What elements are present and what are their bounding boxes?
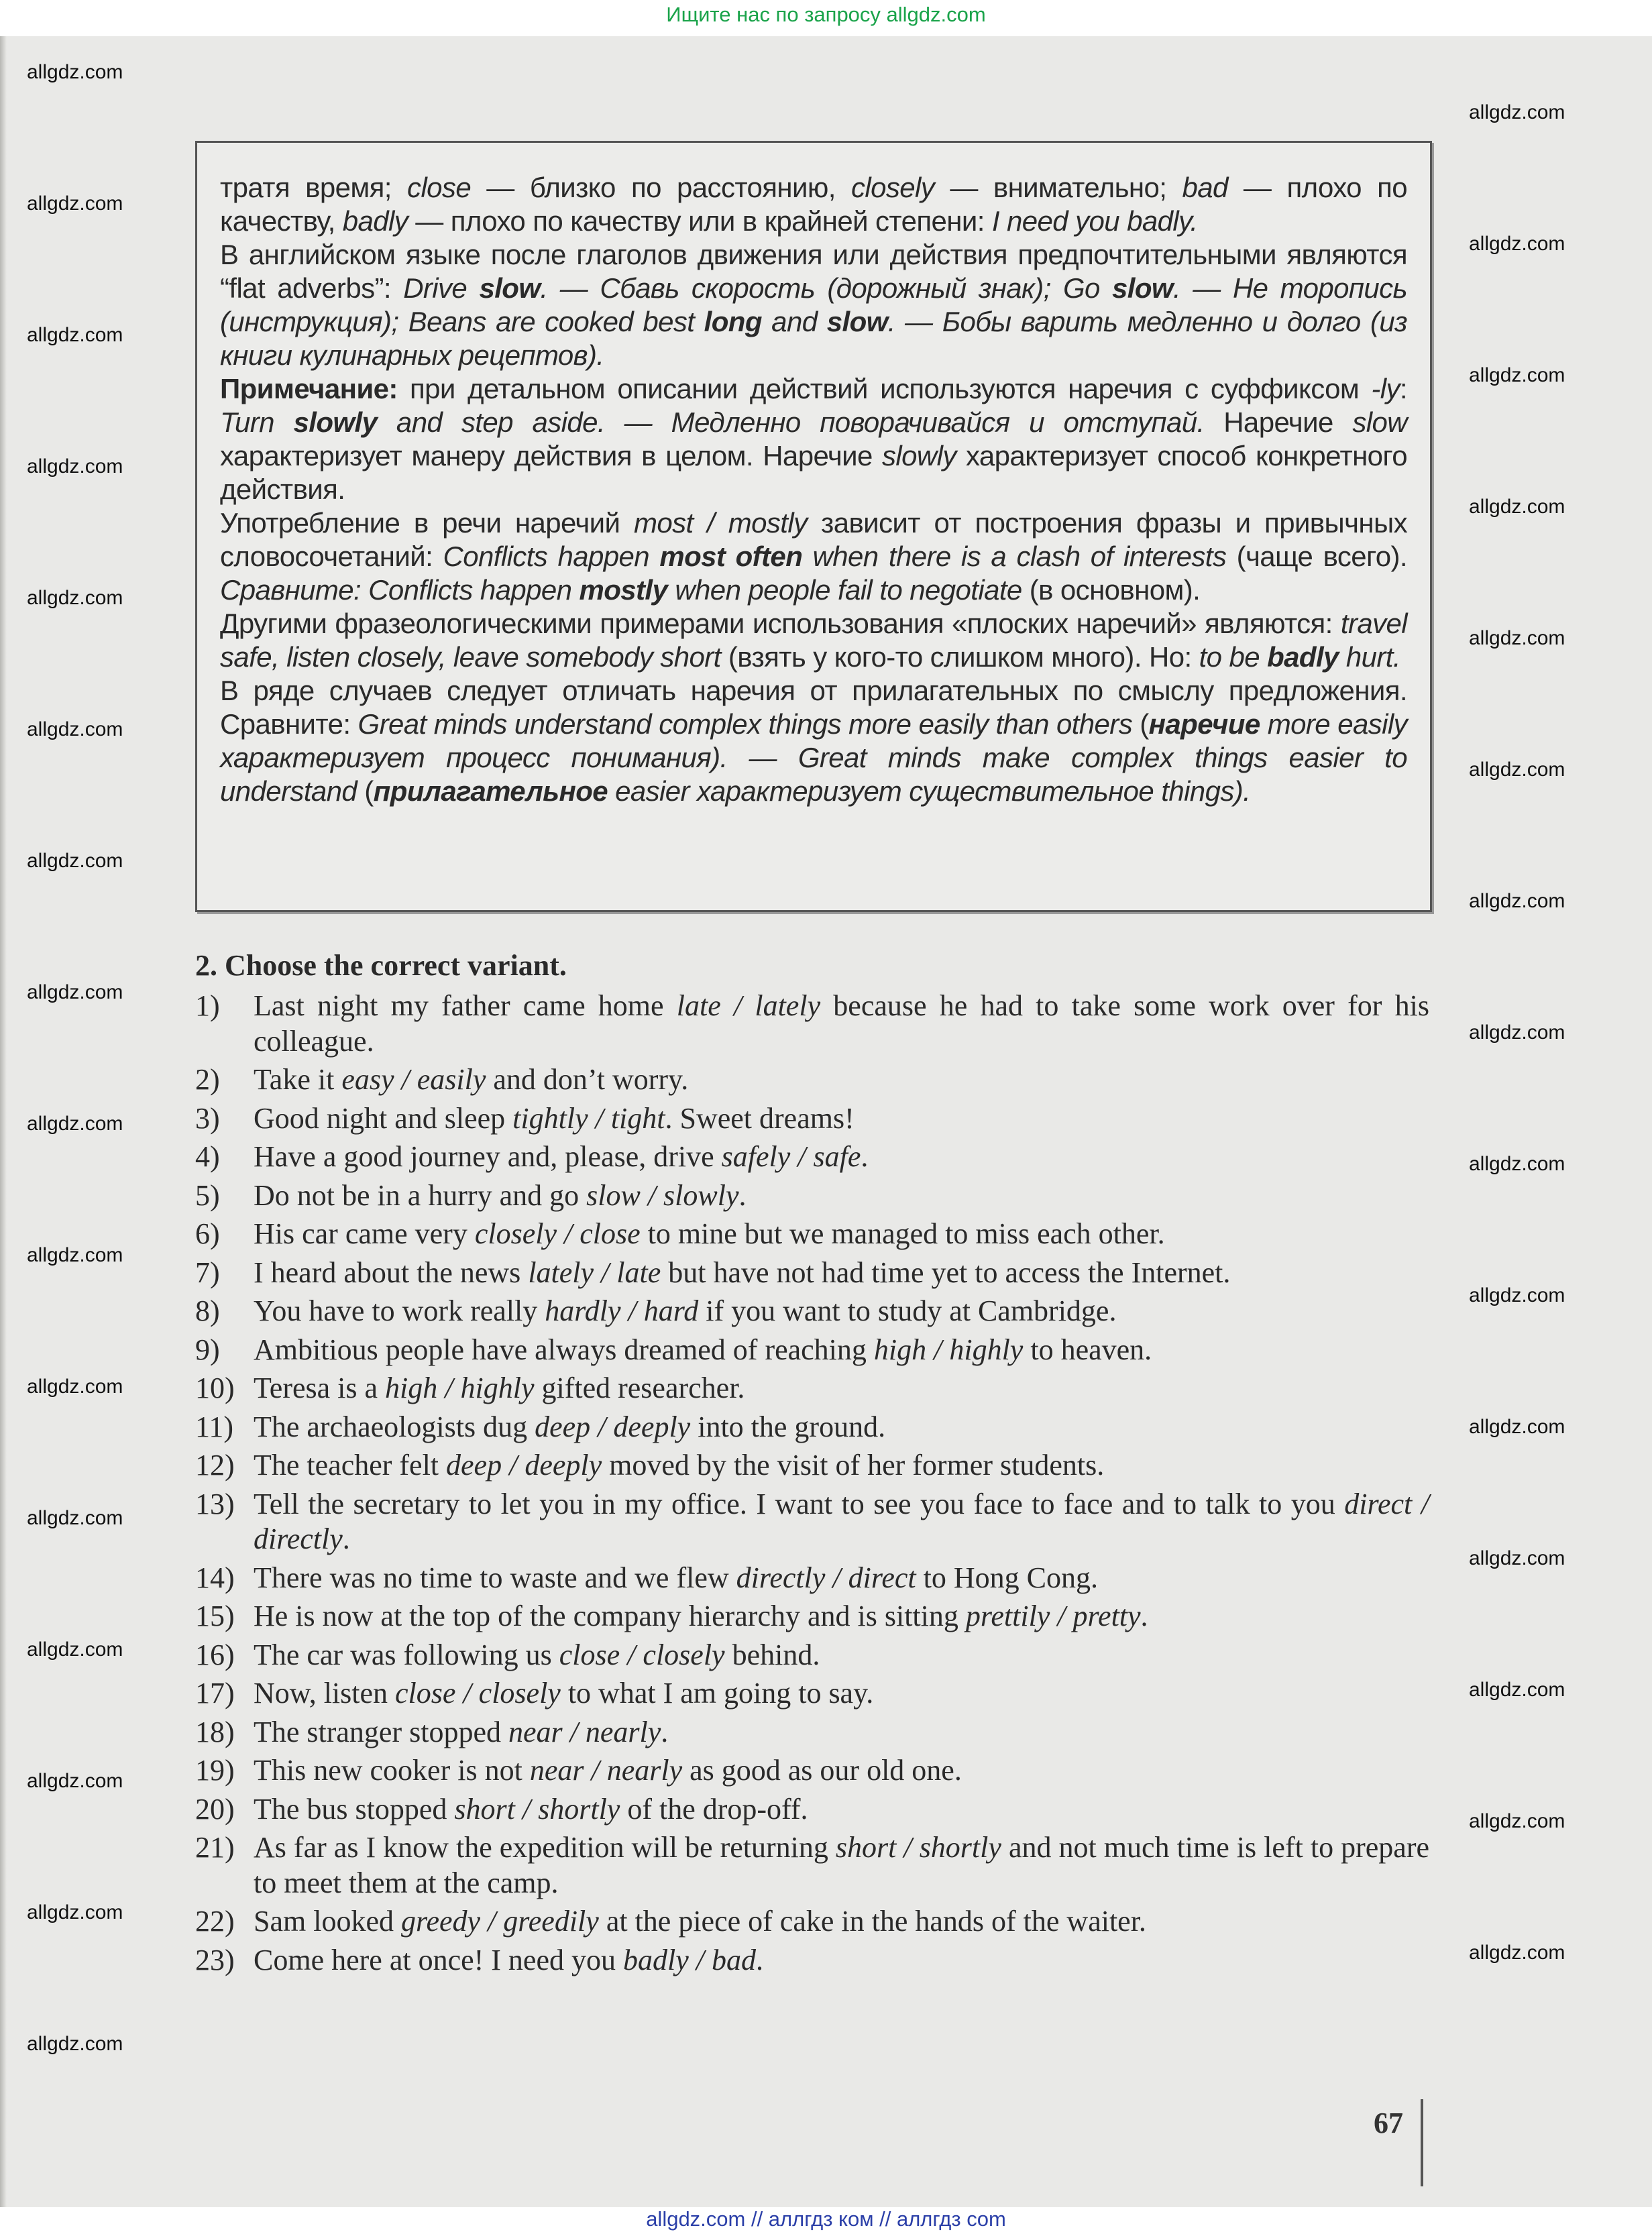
- exercise-item: [195, 1333, 1429, 1368]
- item-number: 18): [195, 1715, 235, 1748]
- item-options: tightly / tight: [512, 1101, 665, 1135]
- item-text: .: [342, 1522, 350, 1555]
- emphasis-text: when people fail to negotiate: [667, 574, 1022, 606]
- exercise-item: [195, 1410, 1429, 1445]
- item-text: but have not had time yet to access the Internet.: [661, 1255, 1231, 1289]
- watermark-link[interactable]: allgdz.com: [27, 850, 123, 872]
- exercise-item: [195, 1062, 1429, 1098]
- emphasis-text: прилагательное: [373, 775, 608, 807]
- emphasis-text: . — Сбавь скорость (дорожный знак); Go: [540, 272, 1113, 304]
- emphasis-text: and step aside. — Медленно поворачивайся и отступай.: [377, 406, 1205, 438]
- emphasis-text: when there is a clash of interests: [802, 541, 1227, 572]
- exercise-item: [195, 1638, 1429, 1673]
- item-text: The stranger stopped: [254, 1715, 508, 1748]
- item-text: and don’t worry.: [486, 1063, 689, 1096]
- item-text: The bus stopped: [254, 1792, 455, 1826]
- page-number: 67: [1374, 2107, 1403, 2139]
- item-number: 11): [195, 1410, 234, 1443]
- item-number: 21): [195, 1831, 235, 1864]
- watermark-link[interactable]: allgdz.com: [1469, 1021, 1565, 1044]
- item-options: closely / close: [474, 1217, 641, 1250]
- item-text: The car was following us: [254, 1638, 559, 1671]
- watermark-link[interactable]: allgdz.com: [27, 981, 123, 1003]
- note-text: (взять у кого-то слишком много). Но:: [720, 641, 1199, 673]
- watermark-link[interactable]: allgdz.com: [1469, 1679, 1565, 1701]
- item-number: 17): [195, 1677, 235, 1710]
- note-text: В английском языке после глаголов движения или действия предпочтительными являются “flat adverbs”:: [220, 239, 1407, 304]
- watermark-link[interactable]: allgdz.com: [1469, 364, 1565, 386]
- item-text: at the piece of cake in the hands of the waiter.: [598, 1905, 1146, 1938]
- item-number: 12): [195, 1449, 235, 1482]
- note-text: Употребление в речи наречий: [220, 507, 634, 539]
- item-options: late / lately: [676, 989, 821, 1022]
- item-text: to Hong Cong.: [916, 1561, 1098, 1594]
- note-text: Другими фразеологическими примерами использования «плоских наречий» являются:: [220, 608, 1341, 639]
- watermark-link[interactable]: allgdz.com: [27, 1638, 123, 1661]
- item-text: He is now at the top of the company hierarchy and is sitting: [254, 1600, 966, 1632]
- watermark-link[interactable]: allgdz.com: [1469, 1416, 1565, 1438]
- note-text: зависит от построения фразы и привычных словосочетаний:: [220, 507, 1407, 572]
- item-number: 10): [195, 1372, 235, 1404]
- item-options: safely / safe: [721, 1140, 861, 1173]
- item-text: As far as I know the expedition will be returning: [254, 1831, 836, 1864]
- emphasis-text: Drive: [403, 272, 480, 304]
- note-text: Наречие: [1204, 406, 1353, 438]
- watermark-link[interactable]: allgdz.com: [27, 455, 123, 478]
- emphasis-text: hurt.: [1338, 641, 1400, 673]
- emphasis-text: I need you badly.: [991, 205, 1198, 237]
- item-number: 8): [195, 1294, 220, 1327]
- item-text: Sam looked: [254, 1905, 401, 1938]
- item-text: .: [1140, 1600, 1148, 1632]
- item-number: 20): [195, 1792, 235, 1826]
- watermark-link[interactable]: allgdz.com: [1469, 1942, 1565, 1964]
- emphasis-text: Conflicts happen: [443, 541, 660, 572]
- watermark-link[interactable]: allgdz.com: [27, 718, 123, 740]
- note-text: (: [357, 775, 374, 807]
- emphasis-text: Сравните: Conflicts happen: [220, 574, 580, 606]
- item-text: Ambitious people have always dreamed of reaching: [254, 1333, 874, 1366]
- emphasis-text: most / mostly: [633, 507, 808, 539]
- item-number: 15): [195, 1600, 235, 1632]
- note-text: — плохо по качеству или в крайней степени:: [408, 205, 992, 237]
- exercise-item: [195, 1101, 1429, 1137]
- item-number: 6): [195, 1217, 220, 1250]
- emphasis-text: . — Бобы варить медленно и долго (из книги кулинарных рецептов).: [220, 306, 1407, 371]
- item-text: of the drop-off.: [620, 1792, 808, 1826]
- emphasis-text: наречие: [1148, 708, 1260, 740]
- note-text: (чаще всего).: [1226, 541, 1407, 572]
- item-options: deep / deeply: [446, 1449, 602, 1482]
- item-options: short / shortly: [835, 1831, 1001, 1864]
- item-text: to what I am going to say.: [560, 1677, 874, 1710]
- item-text: behind.: [724, 1638, 820, 1671]
- item-number: 22): [195, 1905, 235, 1938]
- note-text: — внимательно;: [934, 172, 1182, 203]
- item-options: easy / easily: [341, 1063, 486, 1096]
- watermark-link[interactable]: allgdz.com: [27, 1376, 123, 1398]
- page-number-rule: [1421, 2099, 1423, 2186]
- emphasis-text: and: [761, 306, 827, 337]
- emphasis-text: -ly: [1371, 373, 1400, 404]
- item-text: There was no time to waste and we flew: [254, 1561, 736, 1594]
- note-text: характеризует способ конкретного действия.: [220, 440, 1407, 505]
- exercise-title: 2. Choose the correct variant.: [195, 949, 567, 982]
- item-text: to heaven.: [1023, 1333, 1152, 1366]
- item-options: lately / late: [528, 1255, 661, 1289]
- note-text: — плохо по качеству,: [220, 172, 1407, 237]
- exercise-item: [195, 1139, 1429, 1175]
- exercise-item: [195, 1792, 1429, 1828]
- emphasis-text: to be: [1199, 641, 1268, 673]
- page-edge: [0, 36, 7, 2207]
- watermark-link[interactable]: allgdz.com: [1469, 233, 1565, 255]
- exercise-item: [195, 989, 1429, 1059]
- emphasis-text: closely: [850, 172, 935, 203]
- emphasis-text: Примечание:: [220, 373, 398, 404]
- emphasis-text: mostly: [579, 574, 668, 606]
- item-number: 5): [195, 1178, 220, 1212]
- item-number: 13): [195, 1487, 235, 1520]
- note-paragraph: [220, 607, 1407, 674]
- note-paragraph: [220, 171, 1407, 238]
- item-text: Do not be in a hurry and go: [254, 1178, 587, 1212]
- exercise-item: [195, 1371, 1429, 1406]
- emphasis-text: slow: [1112, 272, 1173, 304]
- item-options: high / highly: [385, 1372, 535, 1404]
- emphasis-text: Great minds understand complex things more easily than others: [357, 708, 1133, 740]
- emphasis-text: close: [407, 172, 472, 203]
- emphasis-text: more easily характеризует процесс понимания). — Great minds make complex things easier to understand: [220, 708, 1407, 807]
- watermark-link[interactable]: allgdz.com: [27, 1901, 123, 1923]
- note-text: :: [1399, 373, 1407, 404]
- emphasis-text: slow: [826, 306, 888, 337]
- item-text: Now, listen: [254, 1677, 396, 1710]
- watermark-link[interactable]: allgdz.com: [27, 324, 123, 346]
- watermark-link[interactable]: allgdz.com: [1469, 1284, 1565, 1306]
- item-text: to mine but we managed to miss each other.: [640, 1217, 1165, 1250]
- item-options: direct / directly: [254, 1487, 1429, 1555]
- top-banner[interactable]: Ищите нас по запросу allgdz.com: [666, 3, 986, 26]
- note-paragraph: [220, 506, 1407, 607]
- note-text: — близко по расстоянию,: [471, 172, 851, 203]
- item-number: 16): [195, 1638, 235, 1671]
- item-options: short / shortly: [454, 1792, 620, 1826]
- item-number: 2): [195, 1063, 220, 1096]
- item-options: high / highly: [873, 1333, 1024, 1366]
- item-number: 7): [195, 1255, 220, 1289]
- note-paragraph: [220, 238, 1407, 372]
- item-text: Have a good journey and, please, drive: [254, 1140, 722, 1173]
- item-text: moved by the visit of her former students.: [602, 1449, 1105, 1482]
- item-text: This new cooker is not: [254, 1754, 530, 1787]
- emphasis-text: . — Не торопись (инструкция); Beans are cooked best: [220, 272, 1408, 337]
- watermark-link[interactable]: allgdz.com: [27, 192, 123, 215]
- note-text: В ряде случаев следует отличать наречия от прилагательных по смыслу предложения. Сравните:: [220, 675, 1407, 740]
- item-options: greedy / greedily: [400, 1905, 599, 1938]
- item-options: near / nearly: [529, 1754, 683, 1787]
- item-number: 9): [195, 1333, 220, 1366]
- note-paragraph: [220, 372, 1407, 506]
- item-options: slow / slowly: [586, 1178, 739, 1212]
- item-number: 1): [195, 989, 220, 1022]
- exercise-item: [195, 1217, 1429, 1252]
- exercise-item: [195, 1255, 1429, 1291]
- watermark-link[interactable]: allgdz.com: [27, 1770, 123, 1792]
- note-text: при детальном описании действий используются наречия с суффиксом: [397, 373, 1372, 404]
- item-text: because he had to take some work over for his colleague.: [254, 989, 1429, 1058]
- exercise-item: [195, 1943, 1429, 1978]
- emphasis-text: Turn: [220, 406, 294, 438]
- item-text: .: [661, 1715, 669, 1748]
- item-text: Teresa is a: [254, 1372, 386, 1404]
- exercise-item: [195, 1178, 1429, 1214]
- emphasis-text: slowly: [293, 406, 378, 438]
- emphasis-text: slowly: [881, 440, 956, 471]
- item-text: as good as our old one.: [682, 1754, 962, 1787]
- watermark-link[interactable]: allgdz.com: [1469, 627, 1565, 649]
- watermark-link[interactable]: allgdz.com: [27, 2033, 123, 2055]
- exercise-item: [195, 1599, 1429, 1634]
- item-text: into the ground.: [690, 1410, 886, 1443]
- exercise-item: [195, 1830, 1429, 1901]
- item-number: 3): [195, 1101, 220, 1135]
- emphasis-text: badly: [1267, 641, 1339, 673]
- note-text: тратя время;: [220, 172, 408, 203]
- note-text: характеризует манеру действия в целом. Наречие: [220, 440, 882, 471]
- item-text: The teacher felt: [254, 1449, 447, 1482]
- item-text: I heard about the news: [254, 1255, 529, 1289]
- watermark-link[interactable]: allgdz.com: [1469, 1153, 1565, 1175]
- exercise-item: [195, 1487, 1429, 1557]
- watermark-link[interactable]: allgdz.com: [27, 587, 123, 609]
- item-options: badly / bad: [623, 1943, 756, 1976]
- item-text: . Sweet dreams!: [665, 1101, 855, 1135]
- watermark-link[interactable]: allgdz.com: [1469, 1547, 1565, 1569]
- watermark-link[interactable]: allgdz.com: [27, 1507, 123, 1529]
- watermark-link[interactable]: allgdz.com: [1469, 496, 1565, 518]
- item-options: close / closely: [395, 1677, 561, 1710]
- item-text: Last night my father came home: [254, 989, 677, 1022]
- exercise-item: [195, 1715, 1429, 1750]
- item-number: 19): [195, 1754, 235, 1787]
- item-text: Tell the secretary to let you in my office. I want to see you face to face and to talk to you: [254, 1487, 1345, 1520]
- watermark-link[interactable]: allgdz.com: [27, 1113, 123, 1135]
- page-content: [195, 141, 1432, 1981]
- exercise-2: [195, 947, 1429, 1978]
- footer-links[interactable]: allgdz.com // аллгдз ком // аллгдз com: [646, 2207, 1006, 2231]
- item-options: hardly / hard: [545, 1294, 699, 1327]
- item-text: Come here at once! I need you: [254, 1943, 623, 1976]
- exercise-item: [195, 1676, 1429, 1712]
- exercise-item: [195, 1753, 1429, 1789]
- note-text: (: [1132, 708, 1149, 740]
- emphasis-text: badly: [342, 205, 408, 237]
- item-text: and not much time is left to prepare to meet them at the camp.: [254, 1831, 1430, 1899]
- item-text: .: [755, 1943, 763, 1976]
- exercise-item: [195, 1448, 1429, 1484]
- emphasis-text: bad: [1182, 172, 1228, 203]
- note-text: (в основном).: [1022, 574, 1201, 606]
- item-text: The archaeologists dug: [254, 1410, 535, 1443]
- item-text: .: [861, 1140, 869, 1173]
- item-options: near / nearly: [508, 1715, 661, 1748]
- exercise-item: [195, 1294, 1429, 1329]
- note-paragraph: [220, 674, 1407, 808]
- item-text: His car came very: [254, 1217, 475, 1250]
- emphasis-text: most often: [659, 541, 803, 572]
- item-options: directly / direct: [736, 1561, 916, 1594]
- item-options: deep / deeply: [535, 1410, 691, 1443]
- item-text: You have to work really: [254, 1294, 545, 1327]
- watermark-link[interactable]: allgdz.com: [1469, 759, 1565, 781]
- item-options: close / closely: [559, 1638, 725, 1671]
- emphasis-text: easier характеризует существительное things).: [608, 775, 1251, 807]
- emphasis-text: slow: [479, 272, 541, 304]
- item-number: 14): [195, 1561, 235, 1594]
- exercise-item: [195, 1561, 1429, 1596]
- watermark-link[interactable]: allgdz.com: [27, 61, 123, 83]
- item-text: Good night and sleep: [254, 1101, 513, 1135]
- item-text: gifted researcher.: [534, 1372, 745, 1404]
- watermark-link[interactable]: allgdz.com: [1469, 890, 1565, 912]
- item-text: .: [738, 1178, 747, 1212]
- item-number: 4): [195, 1140, 220, 1173]
- item-options: prettily / pretty: [965, 1600, 1141, 1632]
- watermark-link[interactable]: allgdz.com: [1469, 1810, 1565, 1832]
- emphasis-text: slow: [1352, 406, 1407, 438]
- grammar-note-box: [195, 141, 1432, 912]
- emphasis-text: travel safe, listen closely, leave somebody short: [220, 608, 1407, 673]
- item-number: 23): [195, 1943, 235, 1976]
- exercise-item: [195, 1904, 1429, 1940]
- exercise-items: [195, 989, 1429, 1978]
- watermark-link[interactable]: allgdz.com: [1469, 101, 1565, 123]
- item-text: if you want to study at Cambridge.: [698, 1294, 1117, 1327]
- item-text: Take it: [254, 1063, 342, 1096]
- watermark-link[interactable]: allgdz.com: [27, 1244, 123, 1266]
- emphasis-text: long: [704, 306, 762, 337]
